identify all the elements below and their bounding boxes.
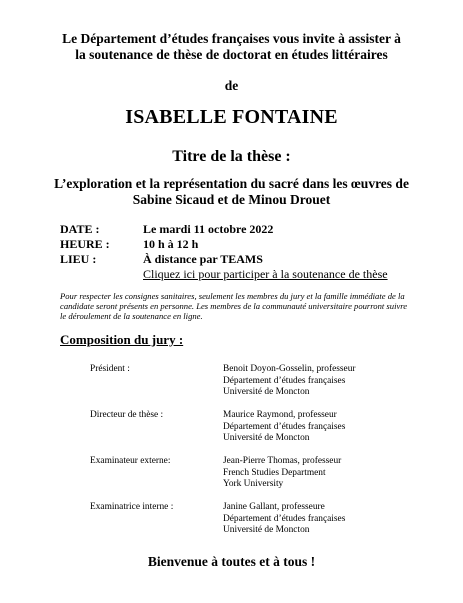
- jury-member: [90, 502, 440, 548]
- date-label: DATE :: [60, 222, 100, 236]
- jury-name: Jean-Pierre Thomas, professeur: [223, 456, 342, 466]
- jury-university: Université de Moncton: [223, 525, 310, 535]
- closing-greeting: Bienvenue à toutes et à tous !: [147, 554, 316, 569]
- jury-department: Département d’études françaises: [223, 375, 346, 386]
- thesis-title-line-2: Sabine Sicaud et de Minou Drouet: [132, 192, 331, 207]
- jury-member: [90, 456, 440, 502]
- jury-member: [90, 364, 440, 410]
- join-defense-link[interactable]: Cliquez ici pour participer à la soutenance de thèse: [143, 267, 388, 281]
- thesis-title-label: Titre de la thèse :: [172, 148, 291, 165]
- jury-role: Président :: [90, 364, 130, 374]
- thesis-title: [10, 176, 453, 208]
- location-value: À distance par TEAMS: [143, 252, 263, 266]
- jury-heading: Composition du jury :: [60, 332, 184, 347]
- time-value: 10 h à 12 h: [143, 237, 199, 251]
- jury-university: York University: [223, 479, 284, 489]
- jury-department: Département d’études françaises: [223, 421, 346, 432]
- jury-member-details: [223, 456, 341, 491]
- thesis-title-line-1: L’exploration et la représentation du sacré dans les œuvres de: [54, 176, 409, 191]
- location-label: LIEU :: [60, 252, 97, 266]
- date-value: Le mardi 11 octobre 2022: [143, 222, 274, 236]
- candidate-name: ISABELLE FONTAINE: [125, 106, 338, 128]
- jury-name: Janine Gallant, professeure: [223, 502, 325, 512]
- jury-member-details: [223, 410, 345, 445]
- notice-line-2: candidate seront présents en personne. Les membres de la communauté universitaire pourront suivre: [60, 301, 408, 311]
- jury-list: [90, 364, 440, 548]
- jury-name: Benoit Doyon-Gosselin, professeur: [223, 364, 356, 374]
- jury-member-details: [223, 364, 356, 399]
- intro-line-1: Le Département d’études françaises vous invite à assister à: [62, 31, 401, 46]
- jury-role: Examinatrice interne :: [90, 502, 174, 512]
- de-word: de: [224, 78, 239, 93]
- jury-role: Examinateur externe:: [90, 456, 171, 466]
- health-notice: [60, 291, 438, 321]
- time-label: HEURE :: [60, 237, 110, 251]
- invitation-intro: [20, 31, 443, 63]
- jury-member: [90, 410, 440, 456]
- notice-line-3: le déroulement de la soutenance en ligne.: [60, 311, 203, 321]
- jury-university: Université de Moncton: [223, 387, 310, 397]
- jury-department: Département d’études françaises: [223, 513, 346, 524]
- jury-university: Université de Moncton: [223, 433, 310, 443]
- jury-department: French Studies Department: [223, 467, 326, 478]
- jury-member-details: [223, 502, 345, 537]
- intro-line-2: la soutenance de thèse de doctorat en études littéraires: [75, 47, 388, 62]
- notice-line-1: Pour respecter les consignes sanitaires, seulement les membres du jury et la famille immédiate de la: [60, 291, 405, 301]
- jury-role: Directeur de thèse :: [90, 410, 164, 420]
- jury-name: Maurice Raymond, professeur: [223, 410, 337, 420]
